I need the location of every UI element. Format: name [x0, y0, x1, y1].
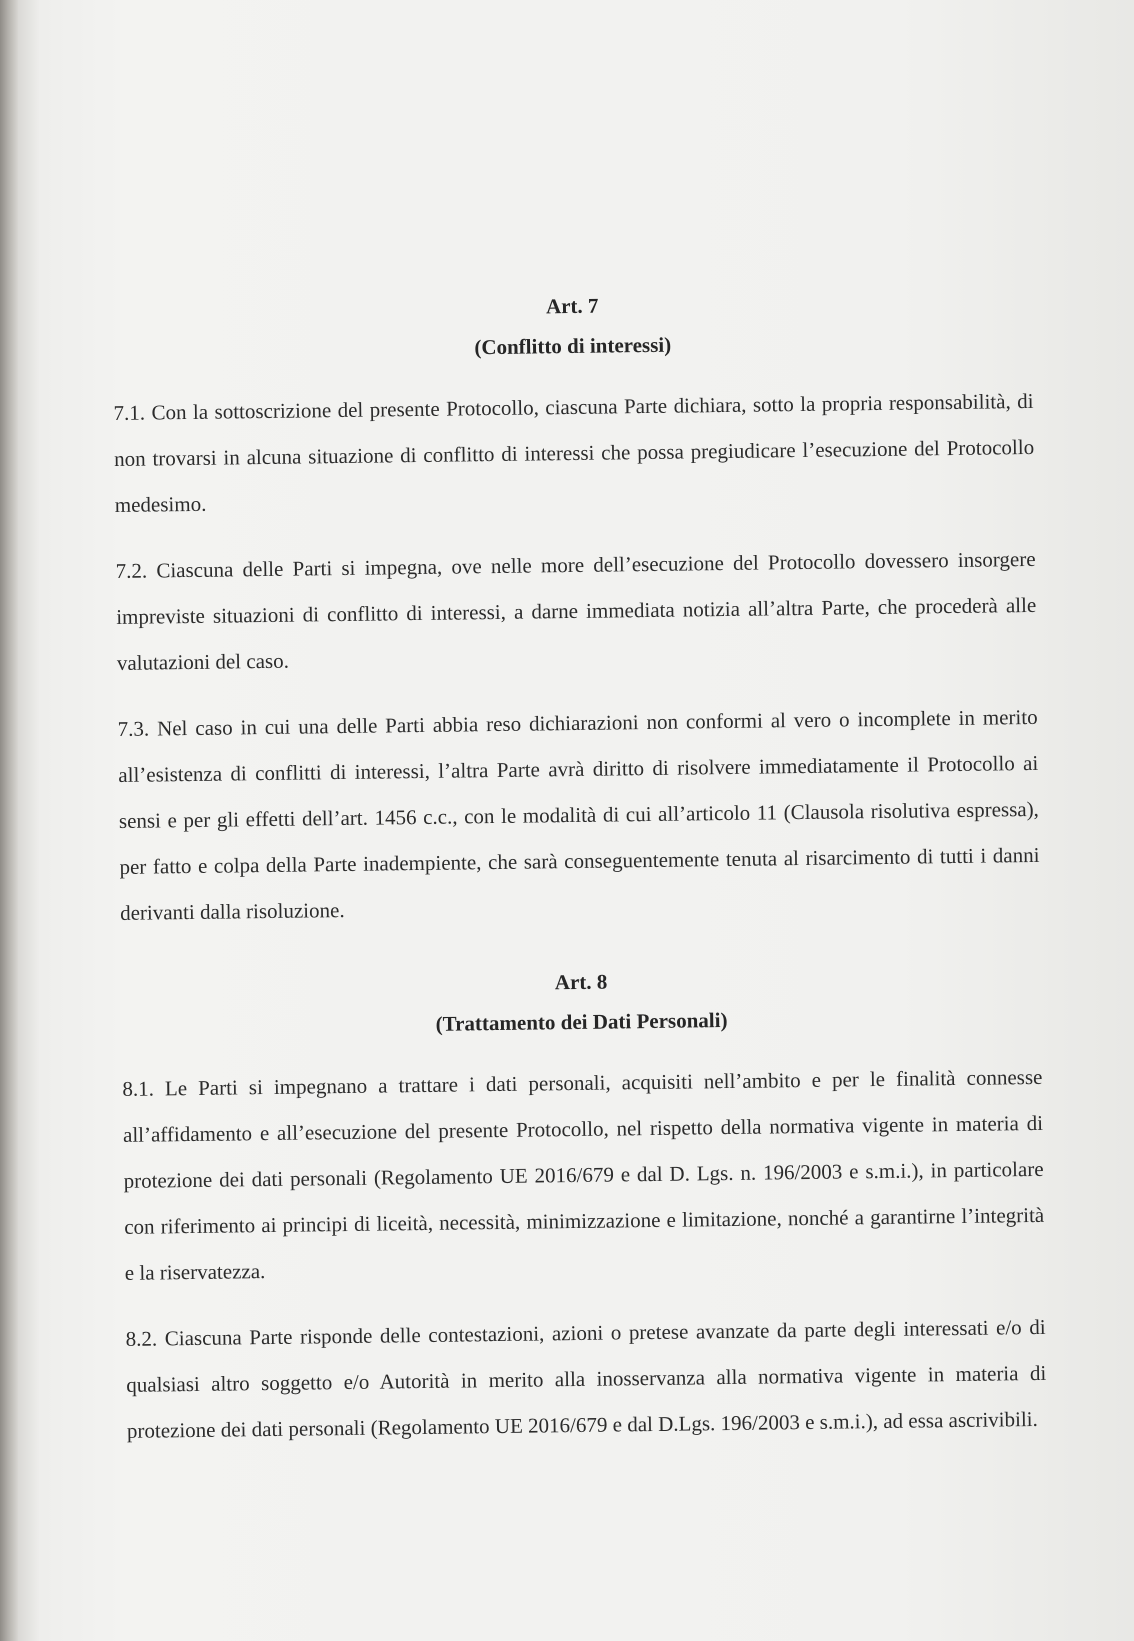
article-7-subtitle: (Conflitto di interessi): [474, 332, 672, 360]
clause-8-1: 8.1. Le Parti si impegnano a trattare i dati personali, acquisiti nell’ambito e per le finalità connesse all’affidamento e all’esecuzione del presente Protocollo, nel rispetto della normativa vigente in materia di protezione dei dati personali (Regolamento UE 2016/679 e dal D. Lgs. n. 196/2003 e s.m.i.), in particolare con riferimento ai principi di liceità, necessità, minimizzazione e limitazione, nonché a garantirne l’integrità e la riservatezza.: [122, 1064, 1045, 1285]
article-7-title: Art. 7: [545, 293, 599, 319]
page-shadow-edge: [0, 0, 18, 1641]
document-body: [112, 280, 1047, 1474]
article-8-subtitle: (Trattamento dei Dati Personali): [435, 1008, 728, 1036]
clause-7-2: 7.2. Ciascuna delle Parti si impegna, ove nelle more dell’esecuzione del Protocollo dovessero insorgere impreviste situazioni di conflitto di interessi, a darne immediata notizia all’altra Parte, che procederà alle valutazioni del caso.: [115, 546, 1037, 675]
clause-7-1: 7.1. Con la sottoscrizione del presente Protocollo, ciascuna Parte dichiara, sotto la propria responsabilità, di non trovarsi in alcuna situazione di conflitto di interessi che possa pregiudicare l’esecuzione del Protocollo medesimo.: [113, 388, 1035, 517]
article-7: [112, 280, 1040, 936]
article-8-title: Art. 8: [554, 969, 608, 995]
clause-8-2: 8.2. Ciascuna Parte risponde delle contestazioni, azioni o pretese avanzate da parte degli interessati e/o di qualsiasi altro soggetto e/o Autorità in merito alla inosservanza alla normativa vigente in materia di protezione dei dati personali (Regolamento UE 2016/679 e dal D.Lgs. 196/2003 e s.m.i.), ad essa ascrivibili.: [125, 1314, 1047, 1443]
article-8: [121, 956, 1047, 1454]
clause-7-3: 7.3. Nel caso in cui una delle Parti abbia reso dichiarazioni non conformi al vero o incomplete in merito all’esistenza di conflitti di interessi, l’altra Parte avrà diritto di risolvere immediatamente il Protocollo ai sensi e per gli effetti dell’art. 1456 c.c., con le modalità di cui all’articolo 11 (Clausola risolutiva espressa), per fatto e colpa della Parte inadempiente, che sarà conseguentemente tenuta al risarcimento di tutti i danni derivanti dalla risoluzione.: [117, 704, 1040, 925]
